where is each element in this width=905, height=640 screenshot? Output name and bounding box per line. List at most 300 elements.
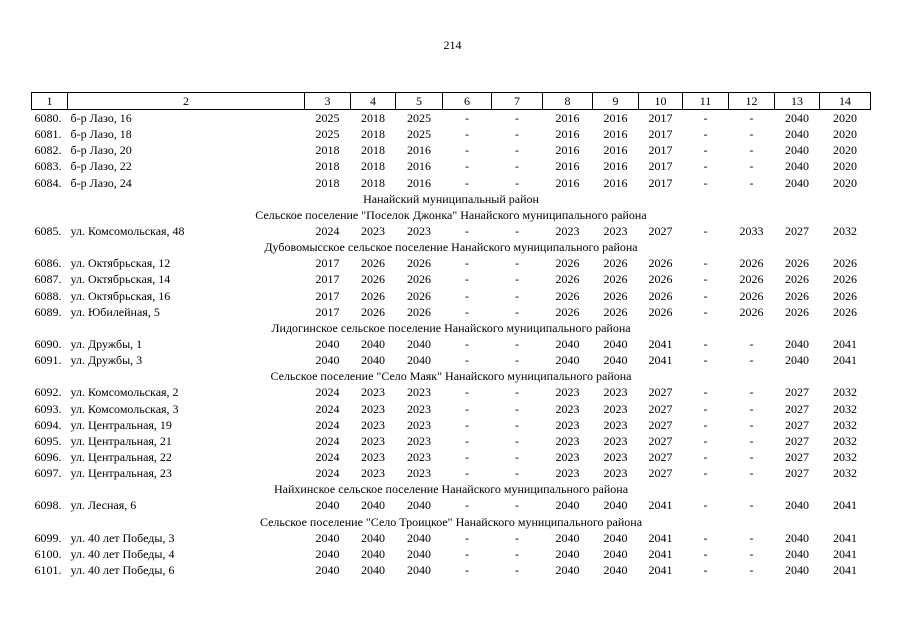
year-cell: - (515, 385, 519, 400)
year-cell: 2026 (555, 272, 580, 287)
year-cell: - (465, 546, 469, 561)
year-cell: 2023 (603, 401, 628, 416)
column-header: 11 (683, 93, 729, 110)
year-cell: 2040 (555, 530, 580, 545)
year-cell: 2040 (785, 175, 809, 190)
year-cell: - (515, 530, 519, 545)
year-cell: 2040 (361, 498, 385, 513)
year-cell: 2023 (361, 450, 385, 465)
year-cell: - (749, 337, 754, 352)
year-cell: 2017 (648, 127, 673, 142)
table-row (32, 175, 871, 191)
year-cell: 2016 (407, 159, 431, 174)
address-cell: ул. Октябрьская, 16 (70, 288, 171, 303)
column-header: 12 (729, 93, 775, 110)
year-cell: - (465, 401, 469, 416)
year-cell: 2018 (361, 127, 385, 142)
address-cell: ул. Центральная, 23 (70, 466, 172, 481)
year-cell: - (515, 159, 519, 174)
year-cell: 2032 (833, 417, 857, 432)
year-cell: 2017 (648, 143, 673, 158)
address-cell: ул. Октябрьская, 14 (70, 272, 171, 287)
section-heading: Найхинское сельское поселение Нанайского муниципального района (273, 482, 629, 497)
year-cell: 2027 (648, 466, 673, 481)
year-cell: 2041 (833, 498, 857, 513)
row-number: 6097. (34, 466, 62, 481)
year-cell: - (749, 546, 754, 561)
year-cell: - (515, 175, 519, 190)
year-cell: 2040 (555, 353, 580, 368)
year-cell: - (465, 304, 469, 319)
year-cell: 2023 (555, 433, 580, 448)
year-cell: 2027 (785, 433, 809, 448)
year-cell: 2024 (315, 401, 340, 416)
year-cell: 2041 (833, 563, 857, 577)
row-number: 6082. (34, 143, 62, 158)
year-cell: 2020 (833, 111, 857, 126)
table-row (32, 465, 871, 481)
year-cell: - (515, 127, 519, 142)
section-heading: Лидогинское сельское поселение Нанайского муниципального района (271, 320, 631, 335)
section-heading-row (32, 207, 871, 223)
column-header: 6 (443, 93, 492, 110)
year-cell: 2023 (555, 224, 580, 239)
year-cell: - (465, 159, 469, 174)
table-row (32, 304, 871, 320)
year-cell: 2041 (648, 563, 673, 577)
row-number: 6095. (34, 433, 62, 448)
year-cell: 2032 (833, 433, 857, 448)
year-cell: - (703, 530, 708, 545)
year-cell: 2018 (315, 143, 340, 158)
year-cell: 2016 (407, 175, 431, 190)
address-cell: б-р Лазо, 18 (70, 127, 132, 142)
year-cell: 2026 (785, 304, 809, 319)
year-cell: 2040 (603, 498, 628, 513)
year-cell: - (515, 450, 519, 465)
year-cell: 2025 (407, 111, 431, 126)
year-cell: - (749, 417, 754, 432)
year-cell: - (515, 304, 519, 319)
row-number: 6098. (34, 498, 62, 513)
year-cell: 2032 (833, 401, 857, 416)
year-cell: 2025 (315, 127, 340, 142)
year-cell: 2027 (648, 385, 673, 400)
year-cell: 2027 (648, 450, 673, 465)
address-cell: ул. 40 лет Победы, 6 (70, 563, 175, 577)
row-number: 6085. (34, 224, 62, 239)
year-cell: - (703, 159, 708, 174)
year-cell: 2040 (315, 353, 340, 368)
year-cell: 2023 (407, 433, 431, 448)
section-heading: Нанайский муниципальный район (363, 191, 539, 206)
section-heading-row (32, 191, 871, 207)
column-header: 3 (305, 93, 351, 110)
year-cell: 2016 (407, 143, 431, 158)
address-cell: ул. Центральная, 22 (70, 450, 172, 465)
year-cell: 2026 (833, 288, 857, 303)
year-cell: 2026 (361, 288, 385, 303)
year-cell: 2018 (315, 175, 340, 190)
year-cell: 2024 (315, 385, 340, 400)
year-cell: 2016 (555, 143, 580, 158)
year-cell: 2027 (648, 433, 673, 448)
year-cell: 2040 (785, 111, 809, 126)
year-cell: - (703, 417, 708, 432)
year-cell: - (703, 337, 708, 352)
year-cell: 2023 (407, 401, 431, 416)
table-row (32, 288, 871, 304)
year-cell: - (703, 111, 708, 126)
year-cell: 2033 (739, 224, 764, 239)
year-cell: 2026 (833, 256, 857, 271)
year-cell: 2040 (785, 143, 809, 158)
year-cell: 2040 (315, 530, 340, 545)
year-cell: - (703, 127, 708, 142)
year-cell: 2040 (407, 546, 431, 561)
year-cell: 2040 (315, 498, 340, 513)
year-cell: 2040 (407, 337, 431, 352)
address-cell: ул. Комсомольская, 3 (70, 401, 179, 416)
year-cell: 2040 (315, 337, 340, 352)
year-cell: 2024 (315, 450, 340, 465)
address-cell: б-р Лазо, 16 (70, 111, 132, 126)
year-cell: 2017 (648, 159, 673, 174)
year-cell: 2040 (785, 127, 809, 142)
year-cell: 2016 (603, 127, 628, 142)
year-cell: 2018 (361, 175, 385, 190)
year-cell: 2040 (315, 563, 340, 577)
year-cell: 2032 (833, 450, 857, 465)
year-cell: 2027 (648, 224, 673, 239)
year-cell: 2023 (407, 224, 431, 239)
year-cell: - (515, 546, 519, 561)
year-cell: 2023 (407, 417, 431, 432)
row-number: 6100. (34, 546, 62, 561)
column-header: 2 (68, 93, 305, 110)
year-cell: - (749, 143, 754, 158)
year-cell: 2040 (361, 546, 385, 561)
row-number: 6093. (34, 401, 62, 416)
year-cell: 2016 (555, 175, 580, 190)
year-cell: 2027 (785, 450, 809, 465)
year-cell: 2026 (407, 256, 431, 271)
year-cell: - (465, 466, 469, 481)
row-number: 6084. (34, 175, 62, 190)
address-cell: б-р Лазо, 20 (70, 143, 132, 158)
year-cell: - (465, 337, 469, 352)
address-cell: ул. Комсомольская, 2 (70, 385, 179, 400)
table-row (32, 271, 871, 287)
year-cell: - (703, 143, 708, 158)
table-row (32, 401, 871, 417)
year-cell: - (703, 401, 708, 416)
year-cell: 2040 (361, 353, 385, 368)
year-cell: - (703, 272, 708, 287)
year-cell: 2023 (555, 401, 580, 416)
year-cell: 2041 (648, 498, 673, 513)
year-cell: 2026 (361, 272, 385, 287)
table-row (32, 352, 871, 368)
year-cell: - (465, 530, 469, 545)
year-cell: 2023 (603, 224, 628, 239)
year-cell: 2018 (361, 159, 385, 174)
year-cell: - (749, 175, 754, 190)
year-cell: - (703, 498, 708, 513)
address-cell: ул. 40 лет Победы, 4 (70, 546, 175, 561)
year-cell: 2040 (603, 530, 628, 545)
page-number: 214 (443, 38, 462, 52)
section-heading-row (32, 514, 871, 530)
year-cell: 2016 (603, 159, 628, 174)
year-cell: 2023 (555, 450, 580, 465)
year-cell: 2016 (603, 143, 628, 158)
year-cell: - (749, 353, 754, 368)
year-cell: 2023 (361, 433, 385, 448)
year-cell: - (749, 433, 754, 448)
year-cell: 2040 (785, 563, 809, 577)
table-row (32, 417, 871, 433)
column-header: 8 (543, 93, 593, 110)
year-cell: 2041 (648, 337, 673, 352)
year-cell: - (749, 127, 754, 142)
year-cell: 2040 (785, 546, 809, 561)
year-cell: 2040 (785, 353, 809, 368)
table-row (32, 142, 871, 158)
year-cell: - (465, 498, 469, 513)
year-cell: 2017 (315, 272, 340, 287)
year-cell: - (465, 224, 469, 239)
year-cell: 2017 (648, 175, 673, 190)
year-cell: 2040 (603, 563, 628, 577)
year-cell: 2016 (555, 111, 580, 126)
year-cell: 2032 (833, 385, 857, 400)
table-row (32, 158, 871, 174)
column-header: 14 (820, 93, 871, 110)
year-cell: - (465, 353, 469, 368)
year-cell: - (703, 353, 708, 368)
year-cell: 2040 (407, 353, 431, 368)
year-cell: 2040 (603, 337, 628, 352)
table-row (32, 384, 871, 400)
year-cell: 2023 (407, 450, 431, 465)
section-heading: Сельское поселение "Село Маяк" Нанайского муниципального района (270, 369, 632, 384)
year-cell: 2026 (603, 304, 628, 319)
year-cell: 2040 (361, 530, 385, 545)
address-cell: ул. Октябрьская, 12 (70, 256, 171, 271)
year-cell: 2026 (739, 272, 764, 287)
year-cell: - (465, 272, 469, 287)
year-cell: 2024 (315, 433, 340, 448)
year-cell: 2026 (785, 272, 809, 287)
year-cell: 2023 (361, 385, 385, 400)
address-cell: ул. Центральная, 19 (70, 417, 172, 432)
year-cell: 2023 (361, 466, 385, 481)
year-cell: 2027 (648, 401, 673, 416)
year-cell: - (703, 546, 708, 561)
year-cell: 2026 (361, 256, 385, 271)
row-number: 6089. (34, 304, 62, 319)
column-header: 4 (351, 93, 396, 110)
year-cell: 2018 (315, 159, 340, 174)
year-cell: - (515, 563, 519, 577)
year-cell: 2027 (785, 401, 809, 416)
year-cell: 2026 (407, 288, 431, 303)
year-cell: 2027 (785, 224, 809, 239)
year-cell: - (515, 466, 519, 481)
year-cell: 2017 (315, 304, 340, 319)
year-cell: 2026 (833, 304, 857, 319)
section-heading: Дубовомысское сельское поселение Нанайского муниципального района (264, 240, 638, 255)
section-heading: Сельское поселение "Село Троицкое" Нанайского муниципального района (259, 514, 643, 529)
year-cell: - (515, 337, 519, 352)
year-cell: - (703, 563, 708, 577)
year-cell: 2026 (785, 288, 809, 303)
row-number: 6086. (34, 256, 62, 271)
year-cell: 2024 (315, 466, 340, 481)
year-cell: 2023 (603, 385, 628, 400)
address-cell: ул. Юбилейная, 5 (70, 304, 160, 319)
year-cell: 2023 (361, 224, 385, 239)
year-cell: 2016 (603, 175, 628, 190)
year-cell: 2040 (555, 337, 580, 352)
year-cell: 2040 (555, 546, 580, 561)
row-number: 6091. (34, 353, 62, 368)
year-cell: - (465, 563, 469, 577)
year-cell: 2041 (833, 530, 857, 545)
year-cell: 2026 (648, 272, 673, 287)
year-cell: - (515, 111, 519, 126)
section-heading-row (32, 320, 871, 336)
year-cell: 2040 (361, 337, 385, 352)
year-cell: 2017 (315, 256, 340, 271)
year-cell: 2040 (785, 530, 809, 545)
year-cell: 2017 (315, 288, 340, 303)
row-number: 6090. (34, 337, 62, 352)
year-cell: 2027 (785, 417, 809, 432)
year-cell: 2026 (407, 304, 431, 319)
row-number: 6101. (34, 563, 62, 577)
year-cell: 2041 (833, 353, 857, 368)
year-cell: - (465, 256, 469, 271)
year-cell: - (515, 401, 519, 416)
table-row (32, 497, 871, 513)
year-cell: 2027 (648, 417, 673, 432)
year-cell: 2026 (739, 304, 764, 319)
row-number: 6096. (34, 450, 62, 465)
year-cell: 2026 (739, 256, 764, 271)
year-cell: 2016 (555, 127, 580, 142)
table-header-row (32, 93, 871, 110)
year-cell: 2032 (833, 224, 857, 239)
address-cell: ул. Центральная, 21 (70, 433, 172, 448)
year-cell: 2017 (648, 111, 673, 126)
row-number: 6080. (34, 111, 62, 126)
year-cell: 2023 (407, 385, 431, 400)
address-cell: ул. Лесная, 6 (70, 498, 137, 513)
year-cell: - (703, 304, 708, 319)
year-cell: - (515, 272, 519, 287)
year-cell: 2026 (555, 288, 580, 303)
address-cell: ул. Комсомольская, 48 (70, 224, 185, 239)
year-cell: 2026 (603, 288, 628, 303)
address-cell: б-р Лазо, 22 (70, 159, 132, 174)
year-cell: 2016 (603, 111, 628, 126)
year-cell: - (465, 111, 469, 126)
year-cell: 2023 (603, 433, 628, 448)
year-cell: 2023 (555, 385, 580, 400)
year-cell: 2018 (361, 143, 385, 158)
year-cell: 2023 (407, 466, 431, 481)
table-row (32, 126, 871, 142)
column-header: 1 (32, 93, 68, 110)
year-cell: 2041 (648, 530, 673, 545)
year-cell: 2041 (833, 546, 857, 561)
table-row (32, 530, 871, 546)
year-cell: - (465, 288, 469, 303)
year-cell: - (465, 433, 469, 448)
schedule-table (31, 92, 871, 578)
row-number: 6094. (34, 417, 62, 432)
year-cell: 2040 (361, 563, 385, 577)
section-heading: Сельское поселение "Поселок Джонка" Нанайского муниципального района (255, 207, 647, 222)
year-cell: 2040 (785, 159, 809, 174)
year-cell: 2023 (361, 417, 385, 432)
address-cell: ул. 40 лет Победы, 3 (70, 530, 175, 545)
year-cell: - (465, 143, 469, 158)
year-cell: 2040 (603, 546, 628, 561)
year-cell: 2032 (833, 466, 857, 481)
year-cell: - (515, 143, 519, 158)
table-row (32, 546, 871, 562)
year-cell: 2024 (315, 224, 340, 239)
year-cell: 2026 (555, 256, 580, 271)
table-row (32, 110, 871, 127)
row-number: 6088. (34, 288, 62, 303)
year-cell: 2041 (833, 337, 857, 352)
year-cell: - (515, 498, 519, 513)
year-cell: 2025 (315, 111, 340, 126)
year-cell: - (465, 127, 469, 142)
year-cell: 2023 (555, 417, 580, 432)
row-number: 6099. (34, 530, 62, 545)
year-cell: - (515, 417, 519, 432)
column-header: 5 (396, 93, 443, 110)
table-body (32, 110, 871, 579)
year-cell: - (515, 433, 519, 448)
year-cell: 2040 (555, 563, 580, 577)
year-cell: - (749, 111, 754, 126)
year-cell: - (703, 175, 708, 190)
section-heading-row (32, 481, 871, 497)
year-cell: - (703, 450, 708, 465)
year-cell: 2026 (603, 272, 628, 287)
year-cell: 2026 (648, 288, 673, 303)
address-cell: б-р Лазо, 24 (70, 175, 132, 190)
address-cell: ул. Дружбы, 1 (70, 337, 143, 352)
table-row (32, 562, 871, 578)
column-header: 7 (492, 93, 543, 110)
year-cell: 2026 (361, 304, 385, 319)
row-number: 6087. (34, 272, 62, 287)
year-cell: 2041 (648, 546, 673, 561)
year-cell: - (749, 159, 754, 174)
year-cell: 2023 (555, 466, 580, 481)
year-cell: 2023 (603, 417, 628, 432)
year-cell: 2026 (833, 272, 857, 287)
year-cell: 2023 (603, 450, 628, 465)
year-cell: 2040 (407, 498, 431, 513)
